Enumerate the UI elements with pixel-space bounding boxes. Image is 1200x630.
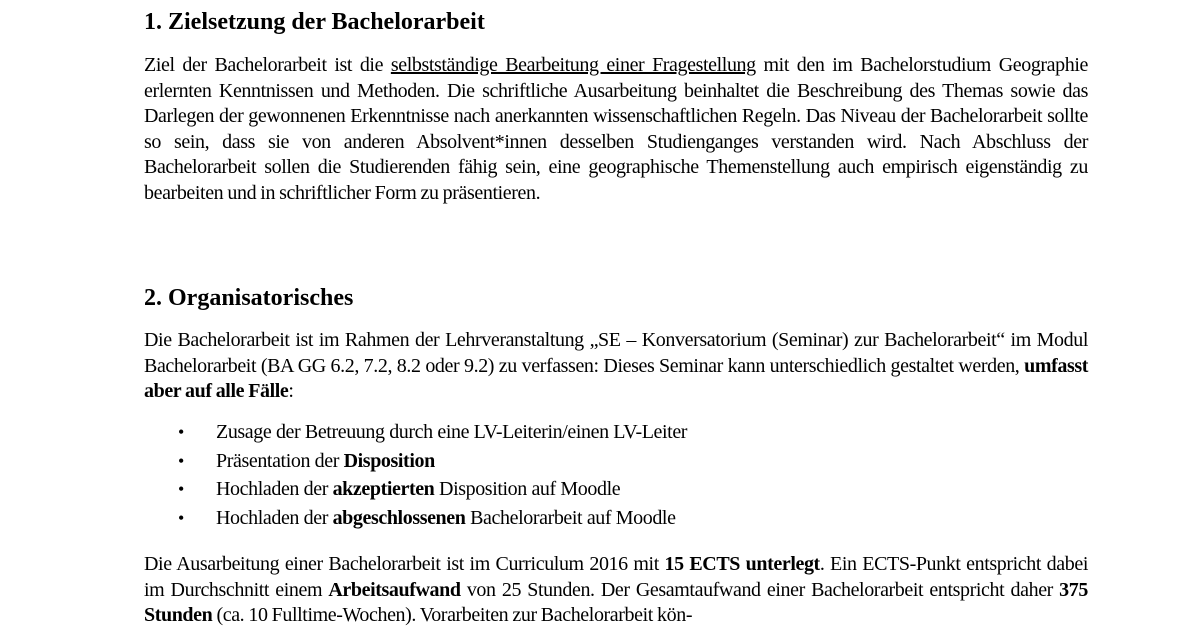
list-item [144, 418, 687, 447]
ects-text-2: . Ein ECTS-Punkt entspricht dabei im Durchschnitt einem [144, 553, 1088, 601]
section-heading-organisation: 2. Organisatorisches [144, 285, 354, 311]
bullet-icon: • [178, 422, 184, 442]
goals-text-2: mit den im Bachelorstudium Geographie erlernten Kenntnissen und Methoden. Die schriftliche Ausarbeitung beinhaltet die Beschreibung des Themas sowie das Darlegen der gewonnenen Erkenntnisse nach anerkannten wissenschaftlichen Regeln. Das Niveau der Bachelorarbeit sollte so sein, dass sie von anderen Absolvent*innen desselben Studienganges verstanden wird. Nach Abschluss der Bachelorarbeit sollen die Studierenden fähig sein, eine geographische Themenstellung auch empirisch eigenständig zu bearbeiten und in schriftlicher Form zu präsentieren. [144, 54, 1088, 204]
organisation-paragraph [144, 328, 1088, 405]
list-item [144, 475, 687, 504]
goals-underlined-text: selbstständige Bearbeitung einer Fragestellung [390, 54, 756, 76]
list-item-text: Präsentation der [216, 449, 344, 472]
list-item [144, 504, 687, 533]
ects-text-3: von 25 Stunden. Der Gesamtaufwand einer Bachelorarbeit entspricht daher [460, 578, 1060, 601]
goals-text-1: Ziel der Bachelorarbeit ist die [144, 54, 391, 76]
requirements-list [144, 418, 687, 532]
bullet-icon: • [178, 507, 184, 528]
ects-bold-1: 15 ECTS unterlegt [664, 553, 820, 575]
list-item [144, 447, 687, 476]
goals-paragraph [144, 53, 1088, 207]
list-item-bold: akzeptierten [332, 478, 435, 500]
list-item-text: Zusage der Betreuung durch eine LV-Leiterin/einen LV-Leiter [216, 421, 688, 443]
ects-text-4: (ca. 10 Fulltime-Wochen). Vorarbeiten zur Bachelorarbeit kön- [212, 604, 693, 627]
list-item-bold: abgeschlossenen [332, 506, 466, 529]
section-heading-goals: 1. Zielsetzung der Bachelorarbeit [144, 9, 485, 35]
org-bold-text: umfasst aber auf alle Fälle [144, 354, 1088, 403]
ects-bold-2: Arbeitsaufwand [328, 578, 461, 601]
list-item-text-after: Bachelorarbeit auf Moodle [465, 506, 676, 529]
ects-paragraph [144, 552, 1088, 629]
list-item-text-after: Disposition auf Moodle [434, 478, 621, 500]
org-text-1: Die Bachelorarbeit ist im Rahmen der Lehrveranstaltung „SE – Konversatorium (Seminar) zur Bachelorarbeit“ im Modul Bachelorarbeit (BA GG 6.2, 7.2, 8.2 oder 9.2) zu verfassen: Dieses Seminar kann unterschiedlich gestaltet werden, [144, 329, 1088, 377]
bullet-icon: • [178, 450, 184, 471]
ects-bold-3: 375 Stunden [144, 578, 1088, 627]
ects-text-1: Die Ausarbeitung einer Bachelorarbeit ist im Curriculum 2016 mit [144, 553, 665, 575]
list-item-text: Hochladen der [216, 506, 333, 529]
list-item-text: Hochladen der [216, 478, 333, 500]
list-item-bold: Disposition [343, 449, 435, 472]
bullet-icon: • [178, 479, 184, 499]
org-text-2: : [288, 380, 294, 403]
